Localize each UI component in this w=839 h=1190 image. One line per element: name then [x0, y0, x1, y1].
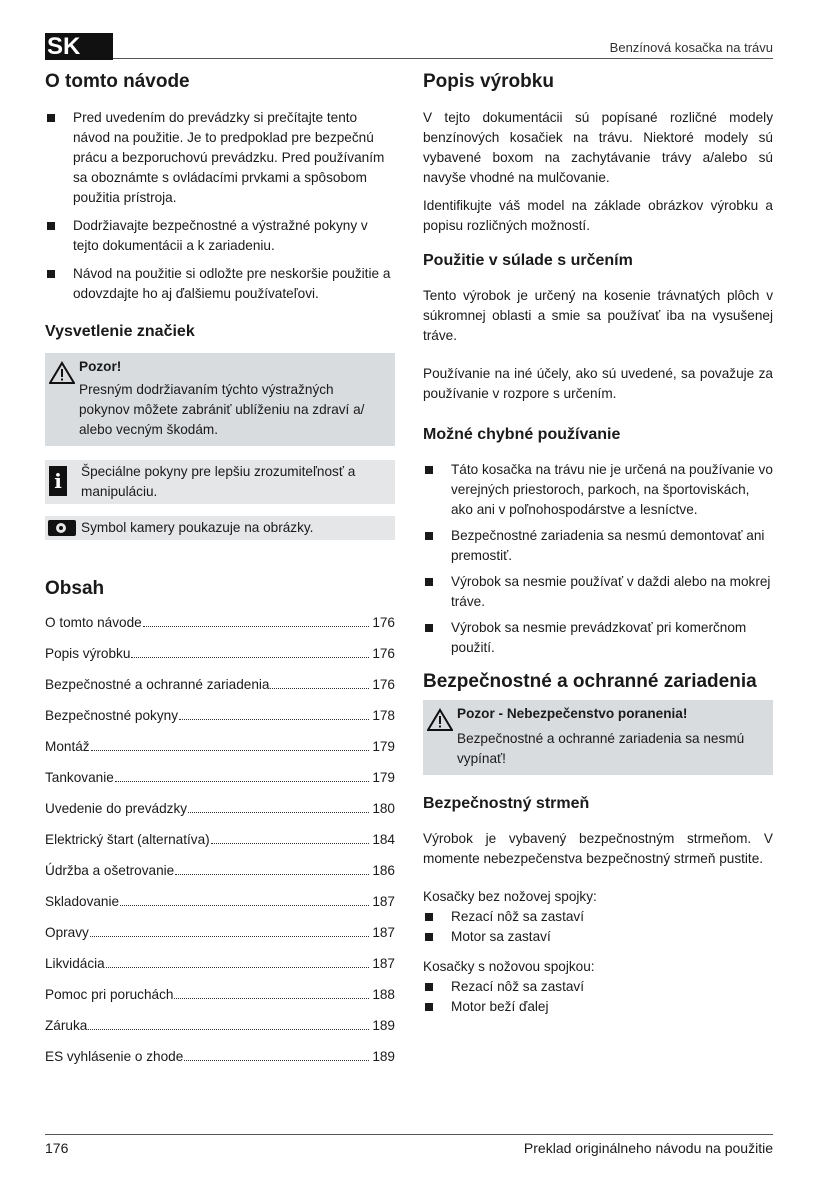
toc-entry-page: 176: [372, 677, 395, 692]
toc-entry-page: 180: [372, 801, 395, 816]
toc-entry-label: Bezpečnostné a ochranné zariadenia: [45, 677, 270, 692]
toc-entry-label: Uvedenie do prevádzky: [45, 801, 188, 816]
with-clutch-list: [423, 977, 773, 1017]
info-box: [45, 460, 395, 504]
toc-row: [45, 954, 395, 985]
info-icon: i: [49, 466, 67, 496]
toc-entry-page: 179: [372, 739, 395, 754]
toc-row: [45, 706, 395, 737]
toc-entry-page: 186: [372, 863, 395, 878]
list-item: Výrobok sa nesmie prevádzkovať pri komerčnom použití.: [423, 618, 773, 658]
list-item: Výrobok sa nesmie používať v daždi alebo na mokrej tráve.: [423, 572, 773, 612]
toc-entry-page: 176: [372, 615, 395, 630]
toc-entry-page: 178: [372, 708, 395, 723]
toc-entry-page: 184: [372, 832, 395, 847]
toc-leader-dots: [115, 781, 370, 782]
toc-leader-dots: [179, 719, 369, 720]
footer-note: Preklad originálneho návodu na použitie: [523, 1140, 773, 1156]
product-paragraph-2: Identifikujte váš model na základe obrázkov výrobku a popisu rozličných možností.: [423, 198, 773, 233]
without-clutch-intro: Kosačky bez nožovej spojky:: [423, 889, 597, 904]
warning-triangle-icon: [49, 361, 75, 385]
toc-entry-label: Údržba a ošetrovanie: [45, 863, 175, 878]
toc-row: [45, 613, 395, 644]
list-item: Dodržiavajte bezpečnostné a výstražné pokyny v tejto dokumentácii a k zariadeniu.: [45, 216, 395, 256]
without-clutch-list: [423, 907, 773, 947]
toc-entry-page: 187: [372, 925, 395, 940]
symbols-heading: Vysvetlenie značiek: [45, 323, 195, 340]
toc-leader-dots: [106, 967, 370, 968]
intended-use-paragraph-2: Používanie na iné účely, ako sú uvedené, sa považuje za používanie v rozpore s určením.: [423, 366, 773, 401]
toc-leader-dots: [270, 688, 369, 689]
page-number: 176: [45, 1140, 69, 1156]
misuse-list: [423, 460, 773, 658]
toc-leader-dots: [120, 905, 369, 906]
toc-entry-label: Tankovanie: [45, 770, 114, 785]
toc-row: [45, 799, 395, 830]
product-paragraph-1: V tejto dokumentácii sú popísané rozličné modely benzínových kosačiek na trávu. Niektoré modely sú vybavené boxom na zachytávanie trávy a/alebo sú navyše vhodné na mulčovanie.: [423, 110, 773, 185]
toc-entry-page: 179: [372, 770, 395, 785]
about-list: [45, 108, 395, 304]
header-rule: [113, 58, 773, 59]
toc-entry-label: Likvidácia: [45, 956, 105, 971]
warning-text: Presným dodržiavaním týchto výstražných pokynov môžete zabrániť ublíženiu na zdraví a/ alebo vecným škodám.: [79, 382, 365, 437]
toc-entry-label: Záruka: [45, 1018, 88, 1033]
toc-row: [45, 768, 395, 799]
toc-entry-label: Bezpečnostné pokyny: [45, 708, 179, 723]
document-title: Benzínová kosačka na trávu: [609, 40, 773, 55]
toc-row: [45, 861, 395, 892]
toc-leader-dots: [174, 998, 369, 999]
toc-leader-dots: [88, 1029, 369, 1030]
info-text: Špeciálne pokyny pre lepšiu zrozumiteľnosť a manipuláciu.: [81, 464, 356, 499]
toc-row: [45, 985, 395, 1016]
toc-entry-page: 187: [372, 956, 395, 971]
warning-box: [423, 700, 773, 775]
warning-title: Pozor - Nebezpečenstvo poranenia!: [457, 706, 688, 721]
toc-entry-label: ES vyhlásenie o zhode: [45, 1049, 184, 1064]
footer-rule: [45, 1134, 773, 1135]
camera-box: [45, 516, 395, 540]
toc-row: [45, 737, 395, 768]
toc-leader-dots: [90, 936, 369, 937]
list-item: Táto kosačka na trávu nie je určená na používanie vo verejných priestoroch, parkoch, na športoviskách, ako ani v poľnohospodárstve a lesníctve.: [423, 460, 773, 520]
list-item: Návod na použitie si odložte pre neskoršie použitie a odovzdajte ho aj ďalšiemu používateľovi.: [45, 264, 395, 304]
toc-entry-label: Opravy: [45, 925, 89, 940]
list-item: Rezací nôž sa zastaví: [423, 907, 773, 927]
safety-bar-heading: Bezpečnostný strmeň: [423, 795, 590, 812]
warning-box: [45, 353, 395, 446]
product-heading: Popis výrobku: [423, 71, 554, 92]
toc-row: [45, 675, 395, 706]
toc-entry-page: 189: [372, 1049, 395, 1064]
list-item: Motor beží ďalej: [423, 997, 773, 1017]
toc-entry-page: 187: [372, 894, 395, 909]
toc-entry-page: 176: [372, 646, 395, 661]
toc-leader-dots: [143, 626, 370, 627]
misuse-heading: Možné chybné používanie: [423, 426, 621, 443]
toc-leader-dots: [131, 657, 369, 658]
toc-leader-dots: [91, 750, 370, 751]
list-item: Bezpečnostné zariadenia sa nesmú demontovať ani premostiť.: [423, 526, 773, 566]
toc-row: [45, 892, 395, 923]
toc-leader-dots: [188, 812, 369, 813]
camera-text: Symbol kamery poukazuje na obrázky.: [81, 520, 314, 535]
toc-row: [45, 1016, 395, 1047]
toc-entry-label: Montáž: [45, 739, 90, 754]
toc-heading: Obsah: [45, 578, 105, 599]
toc-entry-label: O tomto návode: [45, 615, 142, 630]
toc-entry-page: 189: [372, 1018, 395, 1033]
left-column: [45, 70, 395, 1078]
intended-use-paragraph-1: Tento výrobok je určený na kosenie trávnatých plôch v súkromnej oblasti a smie sa používať iba na vysušenej tráve.: [423, 288, 773, 343]
toc-leader-dots: [211, 843, 370, 844]
list-item: Motor sa zastaví: [423, 927, 773, 947]
toc-entry-label: Elektrický štart (alternatíva): [45, 832, 210, 847]
toc-row: [45, 923, 395, 954]
language-code-badge: SK: [45, 33, 113, 60]
toc-entry-label: Skladovanie: [45, 894, 120, 909]
camera-icon: [48, 520, 76, 536]
list-item: Rezací nôž sa zastaví: [423, 977, 773, 997]
warning-triangle-icon: [427, 708, 453, 732]
toc-entry-label: Pomoc pri poruchách: [45, 987, 174, 1002]
toc-entry-label: Popis výrobku: [45, 646, 131, 661]
toc-row: [45, 830, 395, 861]
warning-title: Pozor!: [79, 359, 122, 374]
right-column: [423, 70, 773, 1017]
list-item: Pred uvedením do prevádzky si prečítajte tento návod na použitie. Je to predpoklad pre bezpečnú prácu a bezporuchovú prevádzku. Pred používaním sa oboznámte s ovládacími prvkami a spôsobom použitia prístroja.: [45, 108, 395, 208]
safety-devices-heading: Bezpečnostné a ochranné zariadenia: [423, 671, 757, 692]
with-clutch-intro: Kosačky s nožovou spojkou:: [423, 959, 595, 974]
toc-row: [45, 1047, 395, 1078]
safety-bar-paragraph: Výrobok je vybavený bezpečnostným strmeňom. V momente nebezpečenstva bezpečnostný strmeň pustite.: [423, 831, 773, 866]
intended-use-heading: Použitie v súlade s určením: [423, 252, 633, 269]
toc-leader-dots: [184, 1060, 369, 1061]
table-of-contents: [45, 613, 395, 1078]
toc-row: [45, 644, 395, 675]
warning-text: Bezpečnostné a ochranné zariadenia sa nesmú vypínať!: [457, 731, 745, 766]
about-heading: O tomto návode: [45, 71, 190, 92]
toc-entry-page: 188: [372, 987, 395, 1002]
toc-leader-dots: [175, 874, 369, 875]
